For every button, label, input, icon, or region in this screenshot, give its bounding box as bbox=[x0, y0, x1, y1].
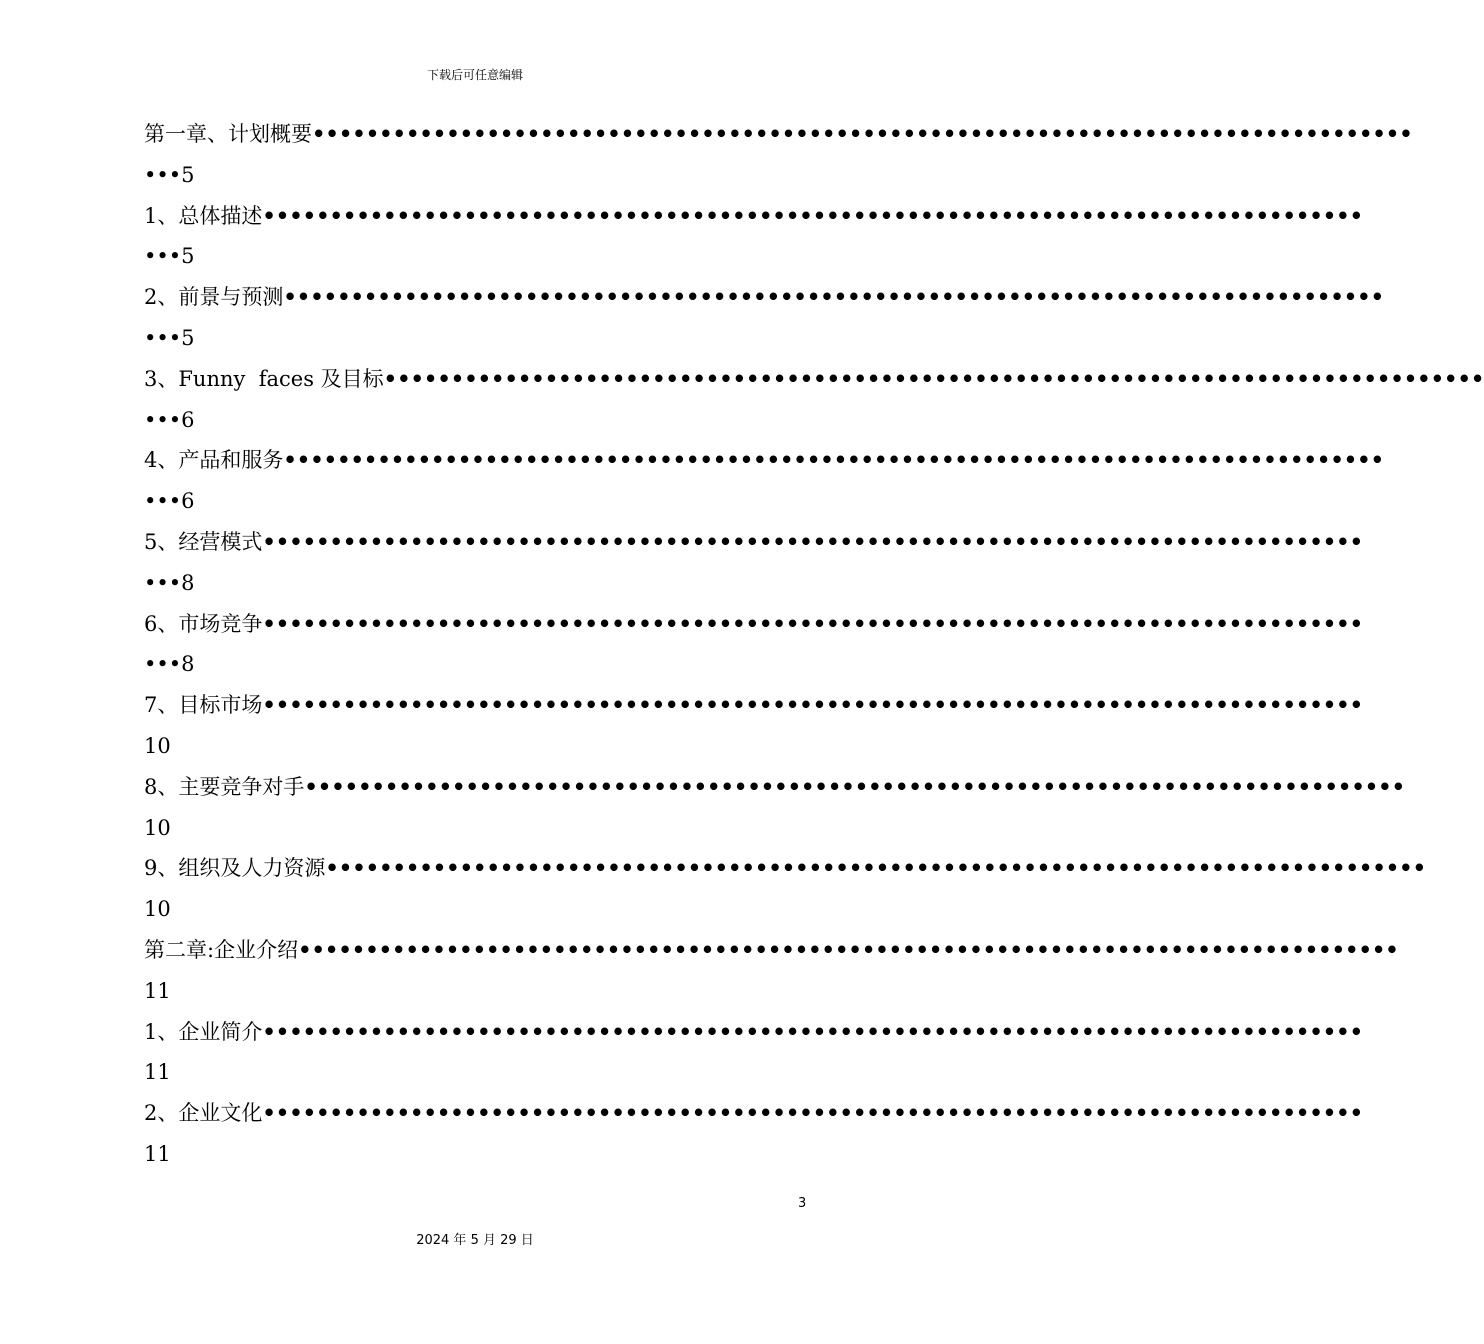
toc-entry-page: 10 bbox=[144, 733, 171, 758]
page-number: 3 bbox=[798, 1196, 807, 1211]
toc-entry[interactable] bbox=[144, 604, 1364, 686]
toc-entry-title: 6、市场竞争 bbox=[144, 611, 263, 636]
toc-entry-title: 2、企业文化 bbox=[144, 1101, 263, 1126]
toc-entry-page: •••5 bbox=[144, 162, 195, 187]
toc-entry[interactable] bbox=[144, 522, 1364, 604]
toc-entry-title: 9、组织及人力资源 bbox=[144, 856, 326, 881]
toc-entry-page: 11 bbox=[144, 1141, 171, 1166]
toc-leader-dots: •••••••••••••••••••••••••••••••••••••••••••••••••••••••••••••••••••••••••••••••••• bbox=[312, 122, 1413, 146]
toc-leader-dots: •••••••••••••••••••••••••••••••••••••••••••••••••••••••••••••••••••••••••••••••••• bbox=[283, 448, 1385, 473]
page-footer-date: 2024 年 5 月 29 日 bbox=[416, 1233, 534, 1248]
toc-entry[interactable] bbox=[144, 767, 1406, 849]
toc-entry-title: 5、经营模式 bbox=[144, 529, 263, 554]
toc-leader-dots: •••••••••••••••••••••••••••••••••••••••••••••••••••••••••••••••••••••••••••••••••• bbox=[298, 937, 1399, 962]
toc-entry[interactable] bbox=[144, 440, 1385, 522]
toc-leader-dots: •••••••••••••••••••••••••••••••••••••••••••••••••••••••••••••••••••••••••••••••••• bbox=[325, 856, 1427, 881]
toc-entry-title: 3、Funny faces 及目标 bbox=[144, 366, 384, 391]
toc-leader-dots: •••••••••••••••••••••••••••••••••••••••••••••••••••••••••••••••••••••••••••••••••• bbox=[262, 529, 1364, 554]
toc-entry[interactable] bbox=[144, 359, 1484, 441]
toc-entry-title: 2、前景与预测 bbox=[144, 285, 284, 310]
toc-entry[interactable] bbox=[144, 1093, 1364, 1175]
toc-entry-page: 11 bbox=[144, 978, 171, 1003]
toc-entry[interactable] bbox=[144, 277, 1385, 359]
page-header: 下载后可任意编辑 bbox=[426, 68, 523, 82]
toc-entry-title: 8、主要竞争对手 bbox=[144, 774, 305, 799]
toc-entry-page: •••5 bbox=[144, 244, 195, 269]
toc-leader-dots: •••••••••••••••••••••••••••••••••••••••••••••••••••••••••••••••••••••••••••••••••• bbox=[304, 774, 1406, 799]
toc-entry-page: •••8 bbox=[144, 652, 195, 677]
toc-entry[interactable] bbox=[144, 1012, 1364, 1094]
toc-entry-page: •••6 bbox=[144, 407, 195, 432]
toc-leader-dots: •••••••••••••••••••••••••••••••••••••••••••••••••••••••••••••••••••••••••••••••••• bbox=[262, 611, 1364, 636]
toc-leader-dots: •••••••••••••••••••••••••••••••••••••••••••••••••••••••••••••••••••••••••••••••••• bbox=[262, 203, 1364, 228]
toc-entry-title: 第一章、计划概要 bbox=[144, 122, 312, 146]
toc-entry-title: 1、企业简介 bbox=[144, 1019, 263, 1044]
toc-leader-dots: •••••••••••••••••••••••••••••••••••••••••••••••••••••••••••••••••••••••••••••••••• bbox=[262, 1019, 1364, 1044]
toc-entry-page: •••6 bbox=[144, 489, 195, 514]
toc-entry[interactable] bbox=[144, 848, 1427, 930]
toc-leader-dots: •••••••••••••••••••••••••••••••••••••••••••••••••••••••••••••••••••••••••••••••••• bbox=[262, 1101, 1364, 1126]
toc-entry-page: •••8 bbox=[144, 570, 195, 595]
table-of-contents bbox=[144, 114, 1484, 1175]
toc-entry[interactable] bbox=[144, 930, 1399, 1012]
toc-entry-page: 10 bbox=[144, 897, 171, 922]
toc-entry-title: 1、总体描述 bbox=[144, 203, 263, 228]
toc-entry-title: 4、产品和服务 bbox=[144, 448, 284, 473]
toc-entry-title: 第二章:企业介绍 bbox=[144, 937, 299, 962]
toc-entry-page: •••5 bbox=[144, 325, 195, 350]
toc-entry[interactable] bbox=[144, 196, 1364, 278]
toc-leader-dots: •••••••••••••••••••••••••••••••••••••••••••••••••••••••••••••••••••••••••••••••••• bbox=[383, 366, 1484, 391]
toc-leader-dots: •••••••••••••••••••••••••••••••••••••••••••••••••••••••••••••••••••••••••••••••••• bbox=[262, 693, 1364, 718]
toc-leader-dots: •••••••••••••••••••••••••••••••••••••••••••••••••••••••••••••••••••••••••••••••••• bbox=[283, 285, 1385, 310]
toc-entry[interactable] bbox=[144, 685, 1364, 767]
toc-entry-page: 11 bbox=[144, 1060, 171, 1085]
toc-entry[interactable] bbox=[144, 114, 1413, 196]
toc-entry-title: 7、目标市场 bbox=[144, 693, 263, 718]
toc-entry-page: 10 bbox=[144, 815, 171, 840]
